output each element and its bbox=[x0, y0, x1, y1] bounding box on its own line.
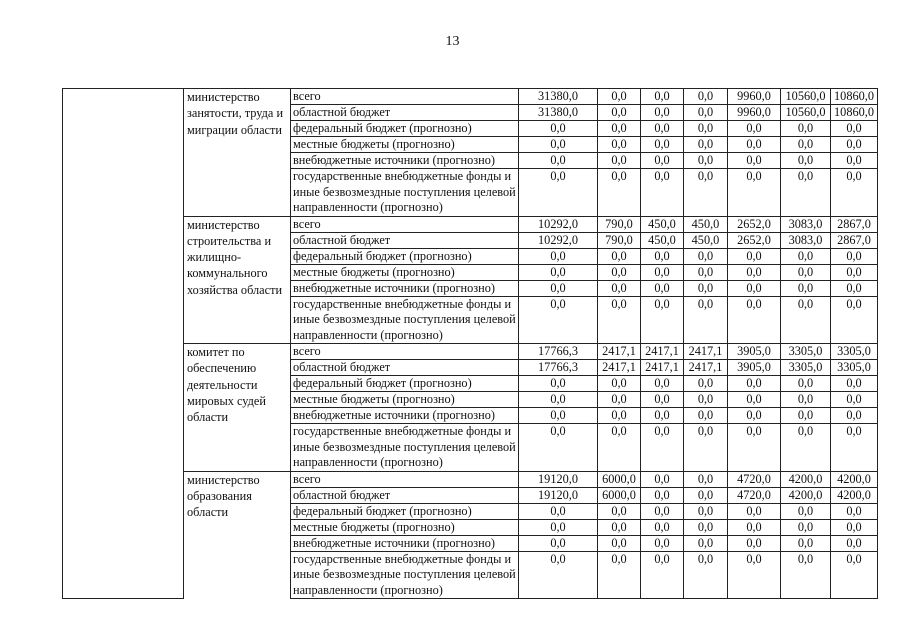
table-row bbox=[63, 471, 878, 487]
table-row bbox=[63, 216, 878, 232]
funding-source: областной бюджет bbox=[291, 232, 519, 248]
amount-cell: 0,0 bbox=[598, 408, 641, 424]
amount-cell: 0,0 bbox=[598, 137, 641, 153]
amount-cell: 0,0 bbox=[781, 153, 831, 169]
amount-cell: 3083,0 bbox=[781, 232, 831, 248]
amount-cell: 2417,1 bbox=[684, 360, 728, 376]
amount-cell: 0,0 bbox=[519, 408, 598, 424]
page-number: 13 bbox=[445, 34, 460, 49]
amount-cell: 0,0 bbox=[519, 153, 598, 169]
amount-cell: 0,0 bbox=[781, 551, 831, 599]
organization-name: министерство строительства и жилищно-коммунального хозяйства области bbox=[184, 216, 291, 344]
amount-cell: 0,0 bbox=[684, 471, 728, 487]
amount-cell: 0,0 bbox=[519, 280, 598, 296]
amount-cell: 0,0 bbox=[781, 137, 831, 153]
amount-cell: 0,0 bbox=[519, 519, 598, 535]
amount-cell: 3083,0 bbox=[781, 216, 831, 232]
empty-cell bbox=[63, 89, 184, 599]
amount-cell: 0,0 bbox=[598, 376, 641, 392]
amount-cell: 0,0 bbox=[781, 264, 831, 280]
amount-cell: 4200,0 bbox=[831, 487, 878, 503]
amount-cell: 0,0 bbox=[684, 296, 728, 344]
amount-cell: 17766,3 bbox=[519, 344, 598, 360]
amount-cell: 0,0 bbox=[781, 296, 831, 344]
amount-cell: 4720,0 bbox=[728, 487, 781, 503]
funding-source: федеральный бюджет (прогнозно) bbox=[291, 376, 519, 392]
organization-name: комитет по обеспечению деятельности мировых судей области bbox=[184, 344, 291, 472]
amount-cell: 10860,0 bbox=[831, 89, 878, 105]
amount-cell: 0,0 bbox=[684, 424, 728, 472]
amount-cell: 0,0 bbox=[684, 408, 728, 424]
amount-cell: 0,0 bbox=[598, 105, 641, 121]
amount-cell: 10860,0 bbox=[831, 105, 878, 121]
amount-cell: 0,0 bbox=[519, 169, 598, 217]
amount-cell: 0,0 bbox=[598, 121, 641, 137]
amount-cell: 0,0 bbox=[519, 248, 598, 264]
amount-cell: 790,0 bbox=[598, 216, 641, 232]
amount-cell: 0,0 bbox=[831, 424, 878, 472]
amount-cell: 0,0 bbox=[598, 264, 641, 280]
amount-cell: 10560,0 bbox=[781, 105, 831, 121]
amount-cell: 0,0 bbox=[831, 137, 878, 153]
amount-cell: 0,0 bbox=[728, 248, 781, 264]
amount-cell: 0,0 bbox=[728, 280, 781, 296]
amount-cell: 2417,1 bbox=[684, 344, 728, 360]
amount-cell: 0,0 bbox=[641, 121, 684, 137]
amount-cell: 0,0 bbox=[641, 296, 684, 344]
amount-cell: 0,0 bbox=[641, 392, 684, 408]
amount-cell: 0,0 bbox=[641, 248, 684, 264]
funding-source: областной бюджет bbox=[291, 360, 519, 376]
funding-source: федеральный бюджет (прогнозно) bbox=[291, 121, 519, 137]
amount-cell: 31380,0 bbox=[519, 89, 598, 105]
amount-cell: 0,0 bbox=[641, 535, 684, 551]
amount-cell: 0,0 bbox=[728, 392, 781, 408]
amount-cell: 0,0 bbox=[781, 169, 831, 217]
amount-cell: 2417,1 bbox=[598, 344, 641, 360]
amount-cell: 4200,0 bbox=[831, 471, 878, 487]
amount-cell: 0,0 bbox=[831, 551, 878, 599]
amount-cell: 0,0 bbox=[641, 153, 684, 169]
funding-source: внебюджетные источники (прогнозно) bbox=[291, 408, 519, 424]
amount-cell: 0,0 bbox=[781, 535, 831, 551]
amount-cell: 0,0 bbox=[781, 408, 831, 424]
budget-table bbox=[62, 88, 878, 599]
amount-cell: 450,0 bbox=[684, 232, 728, 248]
amount-cell: 0,0 bbox=[641, 264, 684, 280]
amount-cell: 0,0 bbox=[831, 169, 878, 217]
amount-cell: 10292,0 bbox=[519, 232, 598, 248]
amount-cell: 0,0 bbox=[831, 392, 878, 408]
amount-cell: 2867,0 bbox=[831, 232, 878, 248]
amount-cell: 0,0 bbox=[641, 503, 684, 519]
amount-cell: 0,0 bbox=[598, 296, 641, 344]
amount-cell: 3305,0 bbox=[831, 344, 878, 360]
amount-cell: 450,0 bbox=[684, 216, 728, 232]
amount-cell: 2417,1 bbox=[598, 360, 641, 376]
funding-source: государственные внебюджетные фонды и иные безвозмездные поступления целевой направленности (прогнозно) bbox=[291, 551, 519, 599]
amount-cell: 10292,0 bbox=[519, 216, 598, 232]
funding-source: внебюджетные источники (прогнозно) bbox=[291, 153, 519, 169]
amount-cell: 0,0 bbox=[684, 376, 728, 392]
funding-source: внебюджетные источники (прогнозно) bbox=[291, 280, 519, 296]
amount-cell: 6000,0 bbox=[598, 471, 641, 487]
amount-cell: 0,0 bbox=[641, 487, 684, 503]
funding-source: всего bbox=[291, 471, 519, 487]
amount-cell: 0,0 bbox=[831, 264, 878, 280]
amount-cell: 0,0 bbox=[684, 503, 728, 519]
amount-cell: 0,0 bbox=[728, 535, 781, 551]
amount-cell: 0,0 bbox=[519, 551, 598, 599]
table-row bbox=[63, 344, 878, 360]
organization-name: министерство образования области bbox=[184, 471, 291, 599]
amount-cell: 4200,0 bbox=[781, 471, 831, 487]
amount-cell: 0,0 bbox=[598, 153, 641, 169]
amount-cell: 0,0 bbox=[831, 376, 878, 392]
amount-cell: 0,0 bbox=[598, 89, 641, 105]
amount-cell: 31380,0 bbox=[519, 105, 598, 121]
amount-cell: 2417,1 bbox=[641, 344, 684, 360]
amount-cell: 0,0 bbox=[728, 424, 781, 472]
amount-cell: 0,0 bbox=[781, 376, 831, 392]
funding-source: федеральный бюджет (прогнозно) bbox=[291, 503, 519, 519]
amount-cell: 0,0 bbox=[641, 551, 684, 599]
amount-cell: 0,0 bbox=[598, 169, 641, 217]
organization-name: министерство занятости, труда и миграции области bbox=[184, 89, 291, 217]
amount-cell: 0,0 bbox=[519, 392, 598, 408]
funding-source: федеральный бюджет (прогнозно) bbox=[291, 248, 519, 264]
funding-source: областной бюджет bbox=[291, 487, 519, 503]
amount-cell: 3305,0 bbox=[781, 344, 831, 360]
amount-cell: 9960,0 bbox=[728, 105, 781, 121]
amount-cell: 0,0 bbox=[598, 535, 641, 551]
amount-cell: 0,0 bbox=[684, 153, 728, 169]
amount-cell: 4200,0 bbox=[781, 487, 831, 503]
amount-cell: 0,0 bbox=[598, 519, 641, 535]
amount-cell: 0,0 bbox=[519, 137, 598, 153]
amount-cell: 450,0 bbox=[641, 232, 684, 248]
amount-cell: 0,0 bbox=[598, 424, 641, 472]
amount-cell: 0,0 bbox=[684, 535, 728, 551]
amount-cell: 0,0 bbox=[519, 296, 598, 344]
amount-cell: 0,0 bbox=[831, 248, 878, 264]
amount-cell: 0,0 bbox=[641, 137, 684, 153]
amount-cell: 0,0 bbox=[781, 503, 831, 519]
amount-cell: 0,0 bbox=[728, 503, 781, 519]
amount-cell: 0,0 bbox=[641, 105, 684, 121]
amount-cell: 0,0 bbox=[519, 121, 598, 137]
amount-cell: 0,0 bbox=[728, 551, 781, 599]
amount-cell: 2652,0 bbox=[728, 232, 781, 248]
funding-source: всего bbox=[291, 344, 519, 360]
amount-cell: 0,0 bbox=[598, 280, 641, 296]
funding-source: местные бюджеты (прогнозно) bbox=[291, 519, 519, 535]
amount-cell: 0,0 bbox=[728, 264, 781, 280]
amount-cell: 0,0 bbox=[598, 503, 641, 519]
amount-cell: 0,0 bbox=[684, 280, 728, 296]
amount-cell: 17766,3 bbox=[519, 360, 598, 376]
amount-cell: 0,0 bbox=[684, 137, 728, 153]
amount-cell: 0,0 bbox=[684, 264, 728, 280]
amount-cell: 0,0 bbox=[684, 519, 728, 535]
amount-cell: 10560,0 bbox=[781, 89, 831, 105]
amount-cell: 0,0 bbox=[598, 392, 641, 408]
amount-cell: 0,0 bbox=[684, 121, 728, 137]
amount-cell: 0,0 bbox=[641, 280, 684, 296]
amount-cell: 0,0 bbox=[728, 121, 781, 137]
amount-cell: 0,0 bbox=[781, 280, 831, 296]
amount-cell: 0,0 bbox=[641, 519, 684, 535]
funding-source: государственные внебюджетные фонды и иные безвозмездные поступления целевой направленности (прогнозно) bbox=[291, 424, 519, 472]
funding-source: местные бюджеты (прогнозно) bbox=[291, 264, 519, 280]
funding-source: местные бюджеты (прогнозно) bbox=[291, 392, 519, 408]
funding-source: местные бюджеты (прогнозно) bbox=[291, 137, 519, 153]
amount-cell: 3905,0 bbox=[728, 360, 781, 376]
amount-cell: 0,0 bbox=[641, 89, 684, 105]
amount-cell: 0,0 bbox=[781, 392, 831, 408]
amount-cell: 0,0 bbox=[684, 169, 728, 217]
amount-cell: 0,0 bbox=[641, 424, 684, 472]
amount-cell: 3905,0 bbox=[728, 344, 781, 360]
amount-cell: 0,0 bbox=[641, 376, 684, 392]
amount-cell: 3305,0 bbox=[831, 360, 878, 376]
amount-cell: 0,0 bbox=[831, 408, 878, 424]
amount-cell: 9960,0 bbox=[728, 89, 781, 105]
amount-cell: 0,0 bbox=[831, 296, 878, 344]
amount-cell: 0,0 bbox=[728, 137, 781, 153]
amount-cell: 0,0 bbox=[684, 392, 728, 408]
funding-source: внебюджетные источники (прогнозно) bbox=[291, 535, 519, 551]
amount-cell: 0,0 bbox=[831, 280, 878, 296]
amount-cell: 0,0 bbox=[684, 248, 728, 264]
amount-cell: 0,0 bbox=[728, 296, 781, 344]
table-row bbox=[63, 89, 878, 105]
funding-source: областной бюджет bbox=[291, 105, 519, 121]
amount-cell: 0,0 bbox=[781, 519, 831, 535]
amount-cell: 0,0 bbox=[831, 153, 878, 169]
amount-cell: 450,0 bbox=[641, 216, 684, 232]
amount-cell: 0,0 bbox=[781, 248, 831, 264]
amount-cell: 0,0 bbox=[519, 424, 598, 472]
amount-cell: 3305,0 bbox=[781, 360, 831, 376]
amount-cell: 0,0 bbox=[684, 89, 728, 105]
amount-cell: 0,0 bbox=[684, 551, 728, 599]
amount-cell: 0,0 bbox=[728, 408, 781, 424]
funding-source: всего bbox=[291, 89, 519, 105]
amount-cell: 6000,0 bbox=[598, 487, 641, 503]
amount-cell: 0,0 bbox=[781, 121, 831, 137]
amount-cell: 0,0 bbox=[728, 153, 781, 169]
funding-source: государственные внебюджетные фонды и иные безвозмездные поступления целевой направленности (прогнозно) bbox=[291, 296, 519, 344]
amount-cell: 790,0 bbox=[598, 232, 641, 248]
amount-cell: 4720,0 bbox=[728, 471, 781, 487]
amount-cell: 2417,1 bbox=[641, 360, 684, 376]
amount-cell: 0,0 bbox=[641, 169, 684, 217]
amount-cell: 0,0 bbox=[781, 424, 831, 472]
amount-cell: 0,0 bbox=[519, 503, 598, 519]
amount-cell: 2867,0 bbox=[831, 216, 878, 232]
amount-cell: 0,0 bbox=[641, 408, 684, 424]
amount-cell: 0,0 bbox=[598, 248, 641, 264]
amount-cell: 19120,0 bbox=[519, 487, 598, 503]
amount-cell: 0,0 bbox=[831, 121, 878, 137]
amount-cell: 0,0 bbox=[831, 535, 878, 551]
amount-cell: 0,0 bbox=[641, 471, 684, 487]
amount-cell: 0,0 bbox=[831, 519, 878, 535]
amount-cell: 0,0 bbox=[684, 105, 728, 121]
amount-cell: 0,0 bbox=[598, 551, 641, 599]
amount-cell: 0,0 bbox=[519, 264, 598, 280]
amount-cell: 0,0 bbox=[519, 535, 598, 551]
amount-cell: 0,0 bbox=[684, 487, 728, 503]
amount-cell: 2652,0 bbox=[728, 216, 781, 232]
funding-source: государственные внебюджетные фонды и иные безвозмездные поступления целевой направленности (прогнозно) bbox=[291, 169, 519, 217]
amount-cell: 0,0 bbox=[831, 503, 878, 519]
funding-source: всего bbox=[291, 216, 519, 232]
amount-cell: 0,0 bbox=[519, 376, 598, 392]
amount-cell: 19120,0 bbox=[519, 471, 598, 487]
amount-cell: 0,0 bbox=[728, 169, 781, 217]
amount-cell: 0,0 bbox=[728, 519, 781, 535]
amount-cell: 0,0 bbox=[728, 376, 781, 392]
